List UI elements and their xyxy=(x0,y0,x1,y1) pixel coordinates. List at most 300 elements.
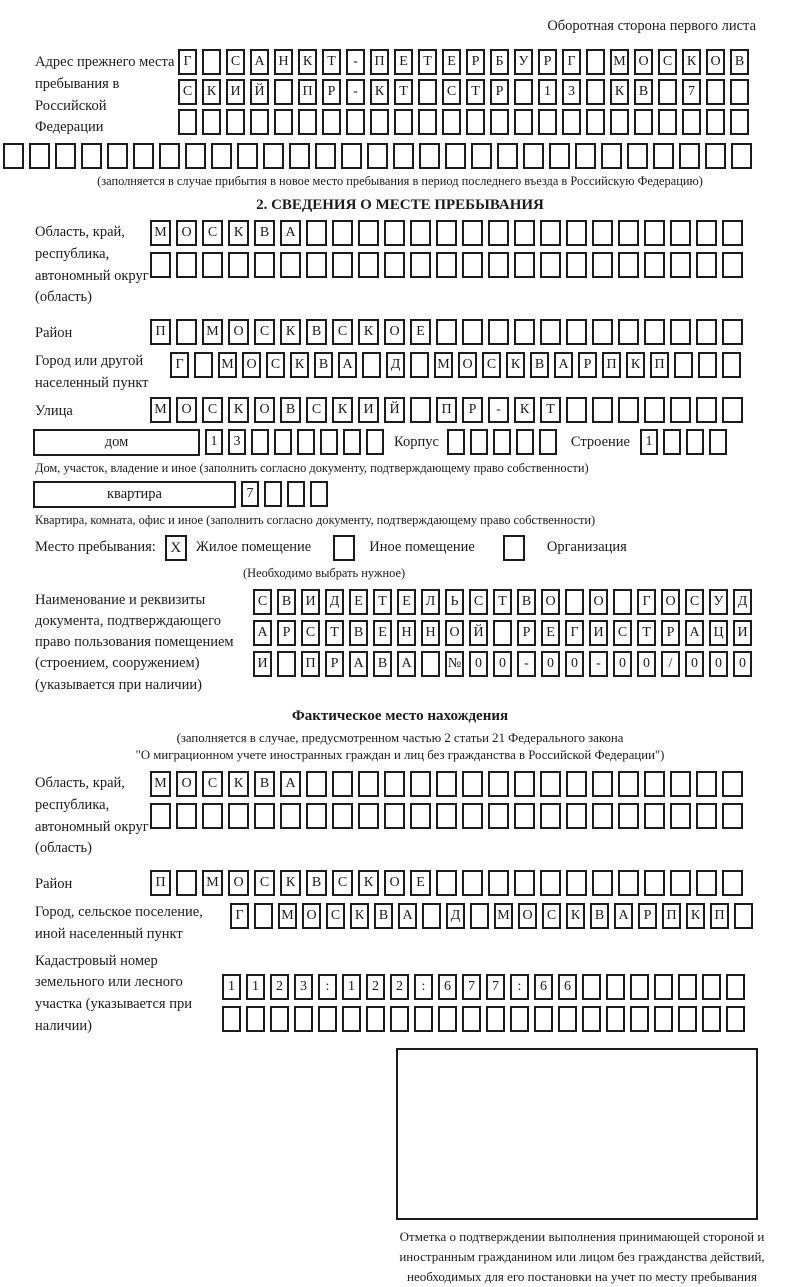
char-cell[interactable]: 0 xyxy=(709,651,728,677)
char-cell[interactable]: И xyxy=(733,620,752,646)
char-cell[interactable]: В xyxy=(730,49,749,75)
char-cell[interactable] xyxy=(346,109,365,135)
char-cell[interactable]: М xyxy=(150,397,171,423)
char-cell[interactable] xyxy=(566,220,587,246)
char-cell[interactable]: П xyxy=(602,352,621,378)
char-cell[interactable]: С xyxy=(178,79,197,105)
char-cell[interactable]: А xyxy=(280,220,301,246)
char-cell[interactable] xyxy=(592,252,613,278)
char-cell[interactable]: 3 xyxy=(294,974,313,1000)
char-cell[interactable] xyxy=(332,803,353,829)
char-cell[interactable] xyxy=(287,481,305,507)
char-cell[interactable] xyxy=(514,870,535,896)
char-cell[interactable] xyxy=(592,319,613,345)
char-cell[interactable]: С xyxy=(482,352,501,378)
char-cell[interactable] xyxy=(418,79,437,105)
char-cell[interactable] xyxy=(606,1006,625,1032)
char-cell[interactable] xyxy=(679,143,700,169)
char-cell[interactable] xyxy=(394,109,413,135)
char-cell[interactable] xyxy=(549,143,570,169)
char-cell[interactable]: Е xyxy=(373,620,392,646)
char-cell[interactable] xyxy=(644,803,665,829)
char-cell[interactable]: 7 xyxy=(241,481,259,507)
char-cell[interactable]: Т xyxy=(373,589,392,615)
char-cell[interactable] xyxy=(462,771,483,797)
char-cell[interactable] xyxy=(274,79,293,105)
char-cell[interactable]: С xyxy=(542,903,561,929)
char-cell[interactable]: К xyxy=(298,49,317,75)
char-cell[interactable]: : xyxy=(414,974,433,1000)
char-cell[interactable] xyxy=(682,109,701,135)
char-cell[interactable] xyxy=(228,252,249,278)
char-cell[interactable]: 0 xyxy=(613,651,632,677)
char-cell[interactable]: И xyxy=(226,79,245,105)
char-cell[interactable] xyxy=(686,429,704,455)
char-cell[interactable] xyxy=(586,49,605,75)
char-cell[interactable]: Г xyxy=(637,589,656,615)
char-cell[interactable] xyxy=(488,220,509,246)
char-cell[interactable]: К xyxy=(228,771,249,797)
char-cell[interactable]: Г xyxy=(562,49,581,75)
char-cell[interactable] xyxy=(29,143,50,169)
char-cell[interactable] xyxy=(722,870,743,896)
char-cell[interactable] xyxy=(670,870,691,896)
char-cell[interactable] xyxy=(516,429,534,455)
char-cell[interactable]: С xyxy=(332,319,353,345)
char-cell[interactable]: О xyxy=(445,620,464,646)
char-cell[interactable] xyxy=(222,1006,241,1032)
char-cell[interactable] xyxy=(322,109,341,135)
char-cell[interactable] xyxy=(294,1006,313,1032)
char-cell[interactable] xyxy=(176,319,197,345)
char-cell[interactable] xyxy=(592,397,613,423)
char-cell[interactable] xyxy=(55,143,76,169)
char-cell[interactable] xyxy=(696,220,717,246)
char-cell[interactable]: Р xyxy=(490,79,509,105)
char-cell[interactable]: И xyxy=(253,651,272,677)
char-cell[interactable]: О xyxy=(242,352,261,378)
char-cell[interactable] xyxy=(263,143,284,169)
char-cell[interactable] xyxy=(133,143,154,169)
char-cell[interactable] xyxy=(414,1006,433,1032)
char-cell[interactable] xyxy=(358,771,379,797)
char-cell[interactable]: О xyxy=(706,49,725,75)
char-cell[interactable]: П xyxy=(150,319,171,345)
char-cell[interactable]: Е xyxy=(410,319,431,345)
char-cell[interactable] xyxy=(310,481,328,507)
char-cell[interactable] xyxy=(586,79,605,105)
char-cell[interactable] xyxy=(592,870,613,896)
char-cell[interactable]: С xyxy=(332,870,353,896)
char-cell[interactable] xyxy=(306,220,327,246)
char-cell[interactable] xyxy=(582,1006,601,1032)
char-cell[interactable] xyxy=(610,109,629,135)
char-cell[interactable] xyxy=(250,109,269,135)
char-cell[interactable]: С xyxy=(685,589,704,615)
char-cell[interactable]: М xyxy=(494,903,513,929)
char-cell[interactable] xyxy=(410,220,431,246)
char-cell[interactable]: Т xyxy=(493,589,512,615)
char-cell[interactable]: Р xyxy=(578,352,597,378)
char-cell[interactable]: 1 xyxy=(538,79,557,105)
char-cell[interactable] xyxy=(176,870,197,896)
char-cell[interactable]: А xyxy=(253,620,272,646)
char-cell[interactable] xyxy=(539,429,557,455)
char-cell[interactable] xyxy=(523,143,544,169)
house-type-box[interactable]: дом xyxy=(33,429,200,456)
char-cell[interactable] xyxy=(176,803,197,829)
char-cell[interactable] xyxy=(670,252,691,278)
char-cell[interactable]: 7 xyxy=(682,79,701,105)
char-cell[interactable] xyxy=(280,803,301,829)
char-cell[interactable] xyxy=(698,352,717,378)
char-cell[interactable]: А xyxy=(250,49,269,75)
char-cell[interactable]: М xyxy=(150,220,171,246)
char-cell[interactable] xyxy=(514,109,533,135)
char-cell[interactable] xyxy=(575,143,596,169)
char-cell[interactable]: С xyxy=(226,49,245,75)
char-cell[interactable]: К xyxy=(682,49,701,75)
char-cell[interactable]: Ц xyxy=(709,620,728,646)
char-cell[interactable] xyxy=(442,109,461,135)
char-cell[interactable]: В xyxy=(306,870,327,896)
char-cell[interactable]: - xyxy=(346,79,365,105)
char-cell[interactable] xyxy=(618,220,639,246)
char-cell[interactable]: 6 xyxy=(534,974,553,1000)
char-cell[interactable]: К xyxy=(370,79,389,105)
char-cell[interactable] xyxy=(202,109,221,135)
char-cell[interactable]: Д xyxy=(446,903,465,929)
char-cell[interactable]: Е xyxy=(349,589,368,615)
char-cell[interactable]: К xyxy=(358,870,379,896)
char-cell[interactable] xyxy=(471,143,492,169)
char-cell[interactable]: Р xyxy=(325,651,344,677)
char-cell[interactable]: : xyxy=(510,974,529,1000)
char-cell[interactable] xyxy=(488,803,509,829)
char-cell[interactable]: Р xyxy=(322,79,341,105)
char-cell[interactable]: Г xyxy=(178,49,197,75)
char-cell[interactable] xyxy=(366,429,384,455)
char-cell[interactable] xyxy=(706,79,725,105)
char-cell[interactable] xyxy=(705,143,726,169)
char-cell[interactable]: В xyxy=(314,352,333,378)
char-cell[interactable] xyxy=(462,1006,481,1032)
char-cell[interactable]: Е xyxy=(541,620,560,646)
char-cell[interactable]: К xyxy=(332,397,353,423)
char-cell[interactable]: О xyxy=(176,771,197,797)
char-cell[interactable]: 1 xyxy=(222,974,241,1000)
apartment-type-box[interactable]: квартира xyxy=(33,481,236,508)
char-cell[interactable] xyxy=(586,109,605,135)
char-cell[interactable] xyxy=(654,1006,673,1032)
char-cell[interactable] xyxy=(565,589,584,615)
char-cell[interactable] xyxy=(566,771,587,797)
char-cell[interactable]: Л xyxy=(421,589,440,615)
char-cell[interactable] xyxy=(709,429,727,455)
char-cell[interactable] xyxy=(332,771,353,797)
char-cell[interactable]: № xyxy=(445,651,464,677)
char-cell[interactable] xyxy=(488,319,509,345)
char-cell[interactable] xyxy=(366,1006,385,1032)
char-cell[interactable]: 3 xyxy=(562,79,581,105)
char-cell[interactable] xyxy=(634,109,653,135)
stay-option-organization-checkbox[interactable] xyxy=(503,535,525,561)
char-cell[interactable] xyxy=(194,352,213,378)
char-cell[interactable]: А xyxy=(397,651,416,677)
char-cell[interactable]: 2 xyxy=(270,974,289,1000)
char-cell[interactable]: К xyxy=(202,79,221,105)
char-cell[interactable] xyxy=(514,79,533,105)
char-cell[interactable]: 7 xyxy=(486,974,505,1000)
char-cell[interactable] xyxy=(722,771,743,797)
char-cell[interactable]: П xyxy=(650,352,669,378)
char-cell[interactable]: Д xyxy=(386,352,405,378)
char-cell[interactable] xyxy=(540,319,561,345)
char-cell[interactable] xyxy=(462,803,483,829)
char-cell[interactable] xyxy=(618,319,639,345)
char-cell[interactable] xyxy=(644,220,665,246)
char-cell[interactable] xyxy=(730,79,749,105)
char-cell[interactable] xyxy=(418,109,437,135)
char-cell[interactable]: Р xyxy=(538,49,557,75)
char-cell[interactable] xyxy=(497,143,518,169)
char-cell[interactable] xyxy=(696,319,717,345)
char-cell[interactable]: К xyxy=(350,903,369,929)
char-cell[interactable] xyxy=(367,143,388,169)
char-cell[interactable] xyxy=(618,771,639,797)
char-cell[interactable]: У xyxy=(709,589,728,615)
char-cell[interactable] xyxy=(706,109,725,135)
char-cell[interactable]: С xyxy=(613,620,632,646)
char-cell[interactable] xyxy=(566,319,587,345)
char-cell[interactable]: 0 xyxy=(685,651,704,677)
char-cell[interactable]: О xyxy=(176,220,197,246)
char-cell[interactable] xyxy=(277,651,296,677)
char-cell[interactable]: У xyxy=(514,49,533,75)
char-cell[interactable] xyxy=(540,220,561,246)
char-cell[interactable] xyxy=(592,220,613,246)
char-cell[interactable]: И xyxy=(358,397,379,423)
char-cell[interactable] xyxy=(670,771,691,797)
char-cell[interactable]: 1 xyxy=(342,974,361,1000)
char-cell[interactable] xyxy=(726,974,745,1000)
char-cell[interactable] xyxy=(488,771,509,797)
char-cell[interactable] xyxy=(254,252,275,278)
char-cell[interactable]: О xyxy=(458,352,477,378)
char-cell[interactable]: 6 xyxy=(558,974,577,1000)
char-cell[interactable]: Й xyxy=(250,79,269,105)
char-cell[interactable] xyxy=(370,109,389,135)
char-cell[interactable]: К xyxy=(686,903,705,929)
char-cell[interactable] xyxy=(488,870,509,896)
char-cell[interactable]: - xyxy=(488,397,509,423)
char-cell[interactable] xyxy=(384,803,405,829)
char-cell[interactable]: 1 xyxy=(246,974,265,1000)
char-cell[interactable]: П xyxy=(710,903,729,929)
char-cell[interactable]: 0 xyxy=(733,651,752,677)
char-cell[interactable]: Т xyxy=(540,397,561,423)
char-cell[interactable]: В xyxy=(254,220,275,246)
char-cell[interactable]: П xyxy=(370,49,389,75)
char-cell[interactable] xyxy=(734,903,753,929)
char-cell[interactable]: С xyxy=(253,589,272,615)
char-cell[interactable]: П xyxy=(301,651,320,677)
char-cell[interactable]: В xyxy=(280,397,301,423)
char-cell[interactable] xyxy=(592,803,613,829)
char-cell[interactable] xyxy=(251,429,269,455)
char-cell[interactable] xyxy=(274,109,293,135)
char-cell[interactable]: Д xyxy=(325,589,344,615)
char-cell[interactable] xyxy=(436,870,457,896)
char-cell[interactable]: Ь xyxy=(445,589,464,615)
char-cell[interactable] xyxy=(419,143,440,169)
char-cell[interactable]: Р xyxy=(466,49,485,75)
char-cell[interactable] xyxy=(558,1006,577,1032)
char-cell[interactable] xyxy=(362,352,381,378)
char-cell[interactable]: Р xyxy=(462,397,483,423)
char-cell[interactable] xyxy=(514,771,535,797)
char-cell[interactable]: Й xyxy=(384,397,405,423)
char-cell[interactable] xyxy=(315,143,336,169)
char-cell[interactable] xyxy=(658,109,677,135)
char-cell[interactable]: П xyxy=(150,870,171,896)
char-cell[interactable] xyxy=(722,220,743,246)
char-cell[interactable]: К xyxy=(514,397,535,423)
char-cell[interactable] xyxy=(298,109,317,135)
char-cell[interactable] xyxy=(466,109,485,135)
char-cell[interactable]: С xyxy=(658,49,677,75)
char-cell[interactable] xyxy=(702,974,721,1000)
char-cell[interactable]: Р xyxy=(638,903,657,929)
char-cell[interactable] xyxy=(654,974,673,1000)
char-cell[interactable]: П xyxy=(662,903,681,929)
char-cell[interactable] xyxy=(493,429,511,455)
char-cell[interactable] xyxy=(722,397,743,423)
char-cell[interactable]: Т xyxy=(322,49,341,75)
char-cell[interactable] xyxy=(696,397,717,423)
char-cell[interactable]: М xyxy=(150,771,171,797)
char-cell[interactable] xyxy=(514,220,535,246)
char-cell[interactable] xyxy=(470,429,488,455)
char-cell[interactable]: О xyxy=(589,589,608,615)
char-cell[interactable] xyxy=(658,79,677,105)
char-cell[interactable] xyxy=(722,352,741,378)
char-cell[interactable] xyxy=(601,143,622,169)
char-cell[interactable] xyxy=(582,974,601,1000)
char-cell[interactable] xyxy=(211,143,232,169)
char-cell[interactable] xyxy=(702,1006,721,1032)
char-cell[interactable]: В xyxy=(634,79,653,105)
char-cell[interactable] xyxy=(606,974,625,1000)
char-cell[interactable]: К xyxy=(228,397,249,423)
stay-option-other-checkbox[interactable] xyxy=(333,535,355,561)
char-cell[interactable]: О xyxy=(176,397,197,423)
char-cell[interactable] xyxy=(670,319,691,345)
char-cell[interactable] xyxy=(237,143,258,169)
char-cell[interactable] xyxy=(254,803,275,829)
char-cell[interactable] xyxy=(185,143,206,169)
char-cell[interactable] xyxy=(436,803,457,829)
char-cell[interactable] xyxy=(644,319,665,345)
char-cell[interactable] xyxy=(644,870,665,896)
char-cell[interactable] xyxy=(514,803,535,829)
char-cell[interactable]: М xyxy=(202,870,223,896)
char-cell[interactable]: В xyxy=(517,589,536,615)
char-cell[interactable] xyxy=(226,109,245,135)
char-cell[interactable]: О xyxy=(228,870,249,896)
char-cell[interactable]: О xyxy=(661,589,680,615)
stay-option-residential-checkbox[interactable]: X xyxy=(165,535,187,561)
char-cell[interactable] xyxy=(436,771,457,797)
char-cell[interactable]: А xyxy=(398,903,417,929)
char-cell[interactable] xyxy=(613,589,632,615)
char-cell[interactable]: Н xyxy=(397,620,416,646)
char-cell[interactable]: Р xyxy=(661,620,680,646)
char-cell[interactable] xyxy=(202,803,223,829)
char-cell[interactable] xyxy=(644,252,665,278)
char-cell[interactable] xyxy=(159,143,180,169)
char-cell[interactable]: 0 xyxy=(541,651,560,677)
char-cell[interactable]: О xyxy=(541,589,560,615)
char-cell[interactable] xyxy=(470,903,489,929)
char-cell[interactable] xyxy=(358,220,379,246)
char-cell[interactable]: А xyxy=(685,620,704,646)
char-cell[interactable]: С xyxy=(469,589,488,615)
char-cell[interactable] xyxy=(630,974,649,1000)
char-cell[interactable]: С xyxy=(442,79,461,105)
char-cell[interactable] xyxy=(488,252,509,278)
char-cell[interactable] xyxy=(422,903,441,929)
char-cell[interactable] xyxy=(358,252,379,278)
char-cell[interactable]: 1 xyxy=(640,429,658,455)
char-cell[interactable] xyxy=(618,870,639,896)
char-cell[interactable]: К xyxy=(280,870,301,896)
char-cell[interactable] xyxy=(445,143,466,169)
char-cell[interactable]: В xyxy=(530,352,549,378)
char-cell[interactable] xyxy=(332,220,353,246)
char-cell[interactable]: Т xyxy=(466,79,485,105)
char-cell[interactable]: М xyxy=(610,49,629,75)
char-cell[interactable]: Г xyxy=(230,903,249,929)
char-cell[interactable] xyxy=(670,397,691,423)
char-cell[interactable]: О xyxy=(518,903,537,929)
char-cell[interactable] xyxy=(421,651,440,677)
char-cell[interactable]: Е xyxy=(397,589,416,615)
char-cell[interactable] xyxy=(462,252,483,278)
char-cell[interactable] xyxy=(436,220,457,246)
char-cell[interactable] xyxy=(410,352,429,378)
char-cell[interactable] xyxy=(264,481,282,507)
char-cell[interactable]: С xyxy=(202,771,223,797)
char-cell[interactable] xyxy=(493,620,512,646)
char-cell[interactable]: 0 xyxy=(565,651,584,677)
char-cell[interactable]: К xyxy=(290,352,309,378)
char-cell[interactable] xyxy=(540,870,561,896)
char-cell[interactable] xyxy=(696,771,717,797)
char-cell[interactable] xyxy=(447,429,465,455)
char-cell[interactable]: К xyxy=(506,352,525,378)
char-cell[interactable] xyxy=(150,803,171,829)
char-cell[interactable] xyxy=(462,870,483,896)
char-cell[interactable] xyxy=(722,252,743,278)
char-cell[interactable] xyxy=(678,1006,697,1032)
char-cell[interactable]: Е xyxy=(410,870,431,896)
char-cell[interactable] xyxy=(696,870,717,896)
char-cell[interactable]: Н xyxy=(274,49,293,75)
char-cell[interactable]: К xyxy=(626,352,645,378)
char-cell[interactable] xyxy=(178,109,197,135)
char-cell[interactable] xyxy=(228,803,249,829)
